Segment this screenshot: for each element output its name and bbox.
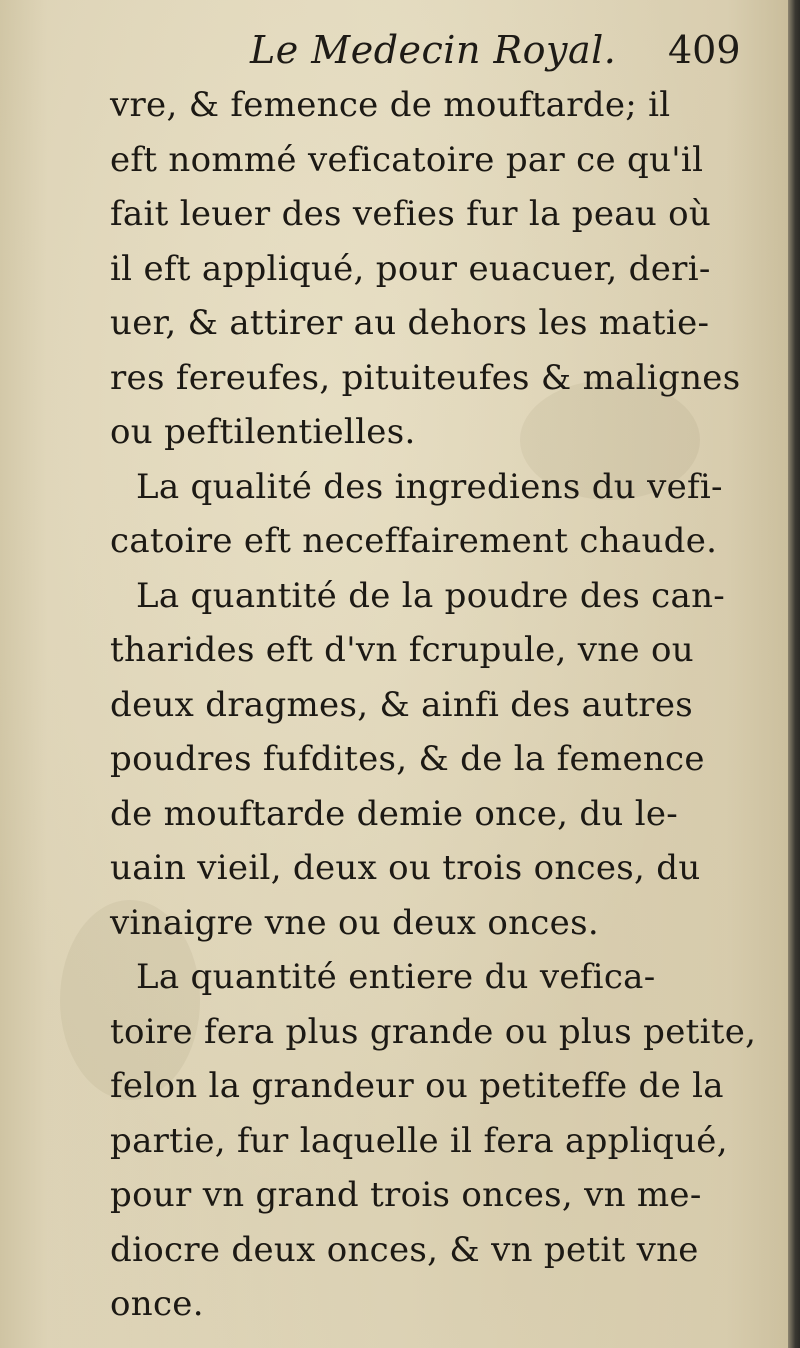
text-line: eft nommé veficatoire par ce qu'il [110, 139, 704, 180]
text-line: poudres fufdites, & de la femence [110, 739, 705, 779]
text-line: fait leuer des vefies fur la peau où [110, 194, 712, 234]
text-line: partie, fur laquelle il fera appliqué, [110, 1120, 728, 1161]
text-line: felon la grandeur ou petiteffe de la [110, 1066, 724, 1106]
text-line: deux dragmes, & ainfi des autres [110, 684, 694, 725]
text-line: uer, & attirer au dehors les matie- [110, 303, 710, 343]
text-line: La qualité des ingrediens du vefi- [136, 466, 723, 507]
text-line: il eft appliqué, pour euacuer, deri- [110, 248, 711, 289]
text-line: de mouftarde demie once, du le- [110, 793, 679, 834]
text-line: tharides eft d'vn fcrupule, vne ou [110, 630, 694, 670]
text-line: La quantité de la poudre des can- [136, 575, 726, 616]
text-line: once. [110, 1284, 204, 1324]
text-line: toire fera plus grande ou plus petite, [110, 1011, 757, 1052]
text-line: catoire eft neceffairement chaude. [110, 521, 718, 561]
body-text [110, 78, 757, 1332]
text-line: diocre deux onces, & vn petit vne [110, 1229, 699, 1270]
page-number: 409 [668, 28, 741, 72]
text-line: La quantité entiere du vefica- [136, 957, 656, 997]
text-line: uain vieil, deux ou trois onces, du [110, 848, 701, 888]
text-line: vinaigre vne ou deux onces. [110, 902, 599, 943]
page-edge-shadow [788, 0, 800, 1348]
text-line: res fereufes, pituiteufes & malignes [110, 357, 741, 398]
running-title: Le Medecin Royal. [250, 28, 617, 72]
page-header [250, 28, 770, 84]
text-line: ou peftilentielles. [110, 412, 416, 452]
text-line: vre, & femence de mouftarde; il [110, 85, 671, 125]
text-line: pour vn grand trois onces, vn me- [110, 1175, 702, 1215]
